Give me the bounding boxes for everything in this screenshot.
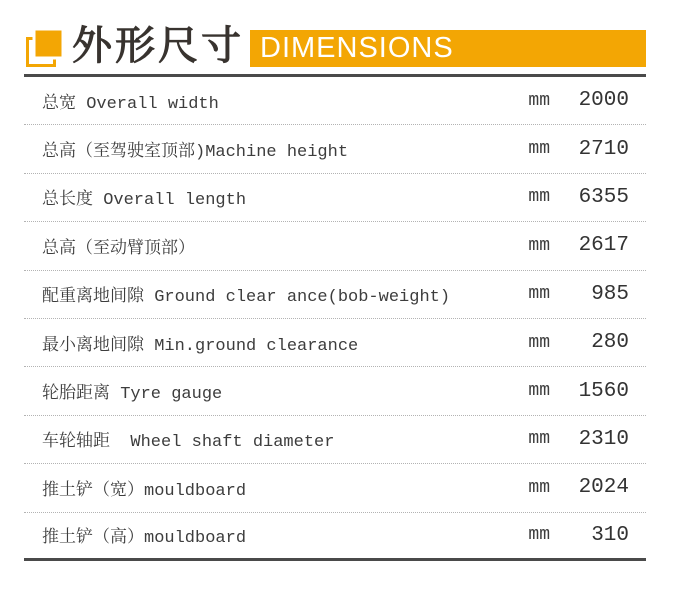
unit-label: mm — [528, 381, 550, 402]
table-row — [24, 77, 646, 125]
dimension-value: 1560 — [578, 379, 629, 403]
dimension-value: 2310 — [578, 427, 629, 451]
table-row — [24, 271, 646, 319]
dimensions-table — [24, 77, 646, 561]
unit-label: mm — [528, 90, 550, 111]
dimension-label: 总长度 Overall length — [42, 191, 247, 211]
dimension-value: 2617 — [578, 234, 629, 258]
unit-label: mm — [528, 284, 550, 305]
dimension-value: 985 — [591, 282, 629, 306]
table-row — [24, 174, 646, 222]
table-row — [24, 125, 646, 173]
table-row — [24, 464, 646, 512]
table-row — [24, 416, 646, 464]
dimension-label: 最小离地间隙 Min.ground clearance — [42, 336, 359, 356]
dimension-value: 2024 — [578, 476, 629, 500]
dimension-label: 推土铲（高）mouldboard — [42, 529, 247, 549]
dimension-value: 310 — [591, 523, 629, 547]
dimension-value: 2000 — [578, 89, 629, 113]
unit-label: mm — [528, 187, 550, 208]
dimension-label: 总宽 Overall width — [42, 94, 219, 114]
dimension-label: 推土铲（宽）mouldboard — [42, 481, 247, 501]
dimension-label: 车轮轴距 Wheel shaft diameter — [42, 433, 335, 453]
unit-label: mm — [528, 429, 550, 450]
unit-label: mm — [528, 139, 550, 160]
page-title-english: DIMENSIONS — [260, 32, 454, 64]
dimension-value: 6355 — [578, 185, 629, 209]
page-title-chinese: 外形尺寸 — [72, 24, 244, 68]
dimension-label: 总高（至驾驶室顶部)Machine height — [42, 143, 349, 163]
dimension-label: 轮胎距离 Tyre gauge — [42, 385, 223, 405]
table-row — [24, 222, 646, 270]
dimension-value: 280 — [591, 331, 629, 355]
table-row — [24, 319, 646, 367]
table-row — [24, 367, 646, 415]
overlapping-squares-icon — [24, 27, 66, 69]
dimension-label: 配重离地间隙 Ground clear ance(bob-weight) — [42, 288, 451, 308]
dimension-label: 总高（至动臂顶部） — [42, 239, 195, 259]
unit-label: mm — [528, 525, 550, 546]
dimension-value: 2710 — [578, 137, 629, 161]
unit-label: mm — [528, 332, 550, 353]
table-row — [24, 513, 646, 561]
page-header — [24, 25, 646, 67]
dimensions-banner — [250, 30, 646, 67]
unit-label: mm — [528, 477, 550, 498]
unit-label: mm — [528, 235, 550, 256]
